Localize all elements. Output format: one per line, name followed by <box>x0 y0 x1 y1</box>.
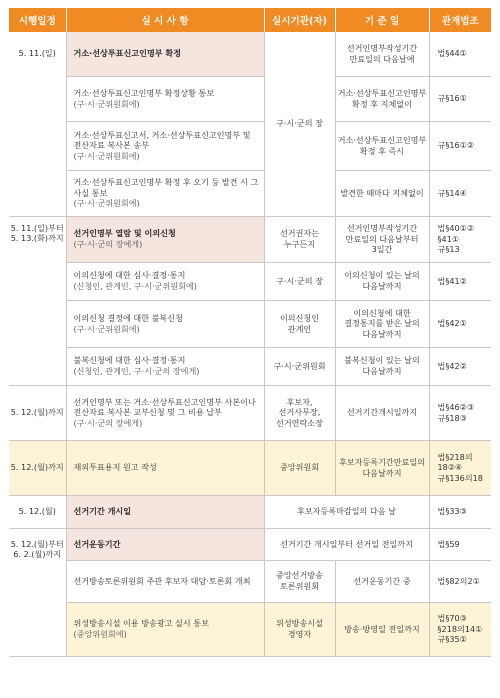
row-law: 법§41② <box>429 262 491 300</box>
row-date: 5. 12.(월)까지 <box>9 385 66 440</box>
row-basis: 발견한 때마다 지체없이 <box>335 170 429 216</box>
row-item <box>66 32 264 76</box>
row-item-target: (구·시·군위원회에) <box>73 198 140 209</box>
table-row <box>9 602 491 656</box>
row-org: 위성방송시설 경영자 <box>264 602 335 656</box>
table-row <box>9 347 491 385</box>
row-basis: 선거인명부작성기간 만료일의 다음날에 <box>335 32 429 76</box>
row-item-title: 거소·선상투표신고서, 거소·선상투표신고인명부 및 전산자료 복사본 송부 <box>73 129 251 151</box>
row-item <box>66 347 264 385</box>
row-item-target: (신청인, 관계인, 구·시·군의 장에게) <box>73 366 200 376</box>
row-basis: 후보자등록기간만료일의 다음날까지 <box>335 440 429 495</box>
row-org: 구·시·군의 장 <box>264 32 335 216</box>
row-org: 중앙선거방송 토론위원회 <box>264 560 335 602</box>
row-law: 법§82의2① <box>429 560 491 602</box>
row-law: 법§33③ <box>429 495 491 528</box>
row-law: 법§218의18②④ 규§136의18 <box>429 440 491 495</box>
row-item-title: 선거인명부 또는 거소·선상투표신고인명부 사본이나 전산자료 복사본 교부신청 및 그 비용 납부 <box>73 396 256 418</box>
row-item-title: 거소·선상투표신고인명부 확정 후 오기 등 발견 시 그 사실 통보 <box>73 177 259 198</box>
row-item <box>66 495 264 528</box>
row-basis: 선거기간개시일까지 <box>335 385 429 440</box>
table-row <box>9 32 491 76</box>
table-row <box>9 300 491 347</box>
row-law: 법§42① <box>429 300 491 347</box>
table-row <box>9 495 491 528</box>
row-basis: 방송·방영일 전일까지 <box>335 602 429 656</box>
header-item: 실 시 사 항 <box>66 8 264 32</box>
row-item-target: (구·시·군위원회에) <box>73 98 140 109</box>
row-item-title: 불복신청에 대한 심사·결정·통지 <box>73 355 186 366</box>
row-law: 법§42② <box>429 347 491 385</box>
row-basis: 이의신청에 대한 결정통지를 받은 날의 다음날까지 <box>335 300 429 347</box>
table-row <box>9 440 491 495</box>
row-law: 법§46②③ 규§18③ <box>429 385 491 440</box>
row-item <box>66 560 264 602</box>
row-law: 법§40①② §41① 규§13 <box>429 216 491 262</box>
row-item <box>66 216 264 262</box>
table-row <box>9 560 491 602</box>
row-item-target: (구·시·군위원회에) <box>73 323 140 334</box>
row-law: 법§59 <box>429 528 491 560</box>
row-date: 5. 12.(월)까지 <box>9 440 66 495</box>
row-org: 후보자, 선거사무장, 선거연락소장 <box>264 385 335 440</box>
table-row <box>9 216 491 262</box>
row-org: 선거권자는 누구든지 <box>264 216 335 262</box>
row-basis: 선거기간 개시일부터 선거일 전일까지 <box>264 528 429 560</box>
row-item <box>66 385 264 440</box>
table-row <box>9 170 491 216</box>
table-row <box>9 528 491 560</box>
row-date: 5. 11.(일) <box>9 32 66 216</box>
row-item-title: 위성방송시설 이용 방송광고 실시 통보 <box>73 618 209 629</box>
row-item-target: (구·시·군의 장에게) <box>73 239 143 249</box>
row-org: 구·시·군위원회 <box>264 347 335 385</box>
row-law: 규§16① <box>429 76 491 121</box>
row-item <box>66 170 264 216</box>
row-item-title: 선거운동기간 <box>73 538 121 549</box>
row-law: 법§44① <box>429 32 491 76</box>
row-law: 규§14④ <box>429 170 491 216</box>
row-item-title: 선거인명부 열람 및 이의신청 <box>73 228 176 239</box>
row-basis: 거소·선상투표신고인명부 확정 후 즉시 <box>335 121 429 170</box>
row-item-title: 재외투표용지 원고 작성 <box>73 462 157 473</box>
row-item-title: 이의신청 결정에 대한 불복신청 <box>73 312 183 323</box>
row-item-title: 이의신청에 대한 심사·결정·통지 <box>73 270 186 281</box>
row-item <box>66 76 264 121</box>
row-item-target: (구·시·군의 장에게) <box>73 417 143 428</box>
row-item <box>66 602 264 656</box>
row-item-title: 선거방송토론위원회 주관 후보자 대담·토론회 개최 <box>73 575 251 586</box>
row-item-target: (신청인, 관계인, 구·시·군위원회에) <box>73 281 197 291</box>
row-item-target: (중앙위원회에) <box>73 629 127 639</box>
header-org: 실시기관(자) <box>264 8 335 32</box>
table-row <box>9 76 491 121</box>
row-org: 이의신청인 관계인 <box>264 300 335 347</box>
row-item <box>66 528 264 560</box>
row-date: 5. 11.(일)부터 5. 13.(화)까지 <box>9 216 66 385</box>
row-basis: 불복신청이 있는 날의 다음날까지 <box>335 347 429 385</box>
row-date: 5. 12.(월) <box>9 495 66 528</box>
row-basis: 선거운동기간 중 <box>335 560 429 602</box>
table-row <box>9 121 491 170</box>
table-row <box>9 385 491 440</box>
header-basis: 기 준 일 <box>335 8 429 32</box>
row-item-title: 거소·선상투표신고인명부 확정 <box>73 48 182 59</box>
row-law: 규§16①② <box>429 121 491 170</box>
row-item <box>66 121 264 170</box>
row-law: 법§70③ §218의14① 규§35① <box>429 602 491 656</box>
row-org: 중앙위원회 <box>264 440 335 495</box>
row-item-target: (구·시·군위원회에) <box>73 150 140 161</box>
row-item <box>66 440 264 495</box>
row-basis: 후보자등록마감일의 다음 날 <box>264 495 429 528</box>
row-item <box>66 300 264 347</box>
row-item-title: 선거기간 개시일 <box>73 506 132 517</box>
header-row <box>9 8 491 32</box>
row-basis: 거소·선상투표신고인명부 확정 후 지체없이 <box>335 76 429 121</box>
row-basis: 이의신청이 있는 날의 다음날까지 <box>335 262 429 300</box>
row-date: 5. 12.(월)부터 6. 2.(월)까지 <box>9 528 66 656</box>
row-item <box>66 262 264 300</box>
row-org: 구·시·군의 장 <box>264 262 335 300</box>
header-date: 시행일정 <box>9 8 66 32</box>
row-basis: 선거인명부작성기간 만료일의 다음날부터 3일간 <box>335 216 429 262</box>
header-law: 관계법조 <box>429 8 491 32</box>
row-item-title: 거소·선상투표신고인명부 확정상황 통보 <box>73 87 215 98</box>
schedule-table <box>9 8 491 657</box>
table-row <box>9 262 491 300</box>
